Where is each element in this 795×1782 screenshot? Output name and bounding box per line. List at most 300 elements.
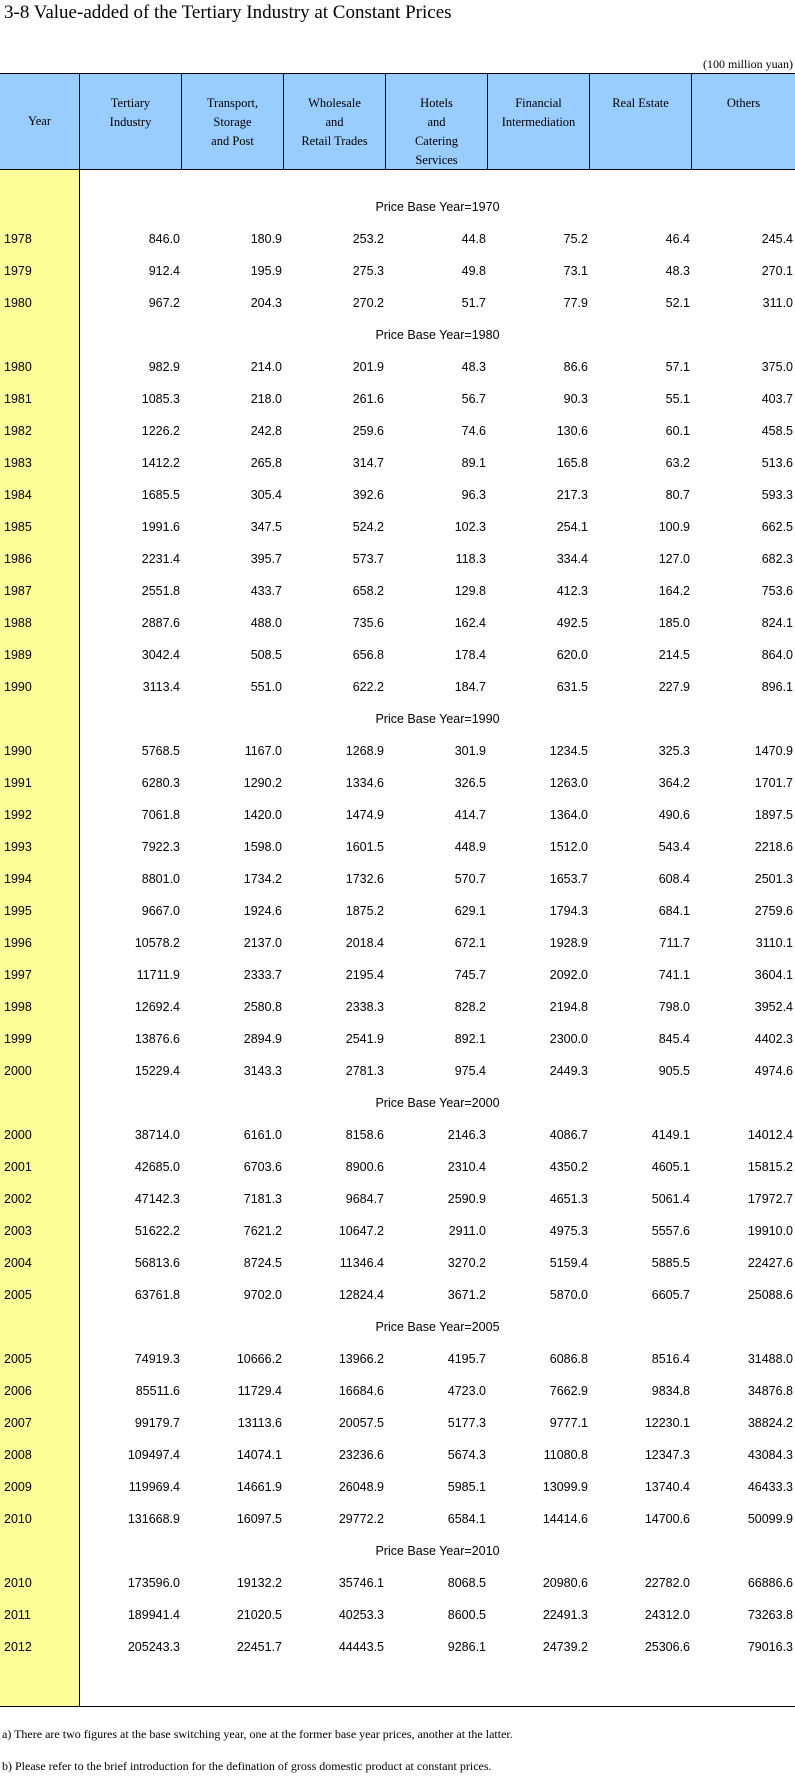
cell-hotels: 2310.4: [447, 1160, 486, 1174]
cell-financial: 2300.0: [549, 1032, 588, 1046]
cell-transport: 347.5: [250, 520, 282, 534]
cell-transport: 1167.0: [244, 744, 282, 758]
cell-year: 2012: [4, 1640, 32, 1654]
table-row: [0, 511, 795, 543]
cell-tertiary: 1991.6: [141, 520, 180, 534]
cell-year: 1986: [4, 552, 32, 566]
cell-year: 1996: [4, 936, 32, 950]
cell-others: 31488.0: [747, 1352, 793, 1366]
cell-hotels: 9286.1: [447, 1640, 486, 1654]
table-row: [0, 927, 795, 959]
cell-transport: 13113.6: [237, 1416, 282, 1430]
cell-transport: 22451.7: [236, 1640, 282, 1654]
cell-realestate: 364.2: [658, 776, 690, 790]
cell-financial: 22491.3: [542, 1608, 588, 1622]
table-row: [0, 767, 795, 799]
table-row: [0, 479, 795, 511]
cell-wholesale: 573.7: [352, 552, 384, 566]
cell-tertiary: 2887.6: [141, 616, 180, 630]
cell-transport: 2894.9: [243, 1032, 282, 1046]
cell-wholesale: 16684.6: [338, 1384, 384, 1398]
cell-others: 245.4: [761, 232, 793, 246]
cell-financial: 7662.9: [549, 1384, 588, 1398]
cell-tertiary: 74919.3: [134, 1352, 180, 1366]
cell-others: 824.1: [761, 616, 793, 630]
cell-tertiary: 47142.3: [134, 1192, 180, 1206]
cell-financial: 4086.7: [549, 1128, 588, 1142]
cell-tertiary: 205243.3: [127, 1640, 180, 1654]
cell-financial: 11080.8: [543, 1448, 588, 1462]
cell-financial: 9777.1: [549, 1416, 588, 1430]
cell-year: 1978: [4, 232, 32, 246]
cell-financial: 73.1: [563, 264, 588, 278]
cell-realestate: 5557.6: [651, 1224, 690, 1238]
cell-year: 1985: [4, 520, 32, 534]
cell-hotels: 51.7: [461, 296, 486, 310]
unit-label: (100 million yuan): [703, 57, 793, 71]
cell-tertiary: 38714.0: [134, 1128, 180, 1142]
cell-year: 2003: [4, 1224, 32, 1238]
table-row: [0, 447, 795, 479]
cell-realestate: 164.2: [658, 584, 690, 598]
cell-wholesale: 10647.2: [338, 1224, 384, 1238]
cell-hotels: 5674.3: [447, 1448, 486, 1462]
cell-transport: 7621.2: [243, 1224, 282, 1238]
cell-year: 1991: [4, 776, 32, 790]
table-row: [0, 1215, 795, 1247]
section-label: Price Base Year=1980: [375, 328, 500, 342]
cell-tertiary: 3042.4: [141, 648, 180, 662]
cell-others: 15815.2: [747, 1160, 793, 1174]
cell-realestate: 543.4: [658, 840, 690, 854]
cell-transport: 8724.5: [243, 1256, 282, 1270]
cell-financial: 4350.2: [549, 1160, 588, 1174]
cell-realestate: 5885.5: [651, 1256, 690, 1270]
table-row: [0, 575, 795, 607]
cell-others: 593.3: [761, 488, 793, 502]
cell-realestate: 80.7: [665, 488, 690, 502]
cell-financial: 6086.8: [549, 1352, 588, 1366]
cell-realestate: 8516.4: [651, 1352, 690, 1366]
cell-wholesale: 20057.5: [338, 1416, 384, 1430]
cell-hotels: 892.1: [454, 1032, 486, 1046]
cell-financial: 130.6: [556, 424, 588, 438]
cell-others: 17972.7: [747, 1192, 793, 1206]
table-body: [0, 170, 795, 1663]
cell-wholesale: 12824.4: [338, 1288, 384, 1302]
cell-tertiary: 119969.4: [128, 1480, 180, 1494]
cell-year: 1998: [4, 1000, 32, 1014]
cell-transport: 305.4: [250, 488, 282, 502]
cell-hotels: 44.8: [461, 232, 486, 246]
table-row: [0, 1407, 795, 1439]
cell-wholesale: 2541.9: [345, 1032, 384, 1046]
cell-wholesale: 1268.9: [345, 744, 384, 758]
cell-transport: 19132.2: [236, 1576, 282, 1590]
cell-tertiary: 6280.3: [141, 776, 180, 790]
cell-hotels: 74.6: [461, 424, 486, 438]
cell-wholesale: 11346.4: [339, 1256, 384, 1270]
cell-financial: 4651.3: [549, 1192, 588, 1206]
table-row: [0, 895, 795, 927]
cell-hotels: 2146.3: [447, 1128, 486, 1142]
cell-transport: 265.8: [250, 456, 282, 470]
cell-transport: 1924.6: [243, 904, 282, 918]
cell-realestate: 22782.0: [644, 1576, 690, 1590]
cell-others: 513.6: [761, 456, 793, 470]
cell-year: 1989: [4, 648, 32, 662]
table-row: [0, 607, 795, 639]
cell-realestate: 214.5: [658, 648, 690, 662]
cell-hotels: 4195.7: [447, 1352, 486, 1366]
cell-wholesale: 524.2: [352, 520, 384, 534]
cell-wholesale: 622.2: [352, 680, 384, 694]
cell-hotels: 89.1: [461, 456, 486, 470]
cell-hotels: 828.2: [454, 1000, 486, 1014]
cell-realestate: 60.1: [665, 424, 690, 438]
cell-financial: 13099.9: [542, 1480, 588, 1494]
table-row: [0, 639, 795, 671]
cell-realestate: 57.1: [665, 360, 690, 374]
cell-tertiary: 912.4: [148, 264, 180, 278]
cell-financial: 24739.2: [542, 1640, 588, 1654]
cell-realestate: 46.4: [665, 232, 690, 246]
cell-financial: 1364.0: [549, 808, 588, 822]
cell-hotels: 48.3: [461, 360, 486, 374]
cell-hotels: 326.5: [454, 776, 486, 790]
cell-tertiary: 7922.3: [141, 840, 180, 854]
cell-financial: 1928.9: [549, 936, 588, 950]
cell-hotels: 4723.0: [447, 1384, 486, 1398]
cell-year: 2001: [4, 1160, 32, 1174]
cell-financial: 254.1: [556, 520, 588, 534]
table-row: [0, 1439, 795, 1471]
table-row: [0, 1055, 795, 1087]
cell-financial: 4975.3: [549, 1224, 588, 1238]
cell-transport: 21020.5: [236, 1608, 282, 1622]
cell-hotels: 5985.1: [447, 1480, 486, 1494]
table-row: [0, 735, 795, 767]
cell-year: 2007: [4, 1416, 32, 1430]
cell-transport: 242.8: [250, 424, 282, 438]
table-row: [0, 799, 795, 831]
cell-realestate: 12230.1: [644, 1416, 690, 1430]
cell-realestate: 127.0: [658, 552, 690, 566]
cell-wholesale: 201.9: [352, 360, 384, 374]
cell-transport: 195.9: [250, 264, 282, 278]
cell-year: 1993: [4, 840, 32, 854]
cell-transport: 1290.2: [243, 776, 282, 790]
page-title: 3-8 Value-added of the Tertiary Industry at Constant Prices: [4, 2, 452, 23]
header-others: Others: [726, 96, 761, 110]
cell-tertiary: 189941.4: [127, 1608, 180, 1622]
cell-financial: 86.6: [563, 360, 588, 374]
cell-wholesale: 2338.3: [345, 1000, 384, 1014]
header-financial: Financial Intermediation: [488, 74, 590, 169]
table-row: [0, 1119, 795, 1151]
cell-transport: 11729.4: [237, 1384, 282, 1398]
cell-financial: 492.5: [556, 616, 588, 630]
cell-hotels: 629.1: [454, 904, 486, 918]
table-row: [0, 1375, 795, 1407]
cell-tertiary: 1412.2: [141, 456, 180, 470]
table-row: [0, 543, 795, 575]
cell-transport: 9702.0: [243, 1288, 282, 1302]
cell-financial: 631.5: [556, 680, 588, 694]
cell-financial: 20980.6: [542, 1576, 588, 1590]
cell-financial: 412.3: [556, 584, 588, 598]
cell-year: 2000: [4, 1128, 32, 1142]
cell-others: 3604.1: [754, 968, 793, 982]
cell-tertiary: 109497.4: [127, 1448, 180, 1462]
cell-others: 4974.6: [754, 1064, 793, 1078]
header-hotels: Hotels and Catering Services: [386, 74, 488, 169]
header-transport: Transport, Storage and Post: [182, 74, 284, 169]
table-row: [0, 255, 795, 287]
cell-financial: 5159.4: [549, 1256, 588, 1270]
cell-hotels: 2590.9: [447, 1192, 486, 1206]
cell-transport: 16097.5: [236, 1512, 282, 1526]
cell-hotels: 975.4: [454, 1064, 486, 1078]
cell-financial: 14414.6: [542, 1512, 588, 1526]
header-year: Year: [0, 74, 80, 169]
cell-realestate: 684.1: [658, 904, 690, 918]
cell-transport: 433.7: [250, 584, 282, 598]
cell-others: 79016.3: [747, 1640, 793, 1654]
cell-realestate: 185.0: [658, 616, 690, 630]
cell-year: 2010: [4, 1512, 32, 1526]
cell-realestate: 4605.1: [651, 1160, 690, 1174]
cell-financial: 75.2: [563, 232, 588, 246]
cell-tertiary: 131668.9: [127, 1512, 180, 1526]
cell-year: 2008: [4, 1448, 32, 1462]
table-row: [0, 1247, 795, 1279]
cell-year: 2004: [4, 1256, 32, 1270]
cell-transport: 218.0: [250, 392, 282, 406]
cell-year: 2005: [4, 1288, 32, 1302]
cell-tertiary: 12692.4: [134, 1000, 180, 1014]
cell-realestate: 5061.4: [651, 1192, 690, 1206]
cell-others: 682.3: [761, 552, 793, 566]
cell-wholesale: 8158.6: [345, 1128, 384, 1142]
cell-year: 1995: [4, 904, 32, 918]
cell-transport: 7181.3: [243, 1192, 282, 1206]
cell-year: 1997: [4, 968, 32, 982]
cell-hotels: 2911.0: [448, 1224, 486, 1238]
table-row: [0, 287, 795, 319]
cell-wholesale: 29772.2: [338, 1512, 384, 1526]
cell-others: 375.0: [761, 360, 793, 374]
cell-tertiary: 2551.8: [141, 584, 180, 598]
cell-realestate: 490.6: [658, 808, 690, 822]
cell-transport: 2580.8: [243, 1000, 282, 1014]
cell-tertiary: 85511.6: [135, 1384, 180, 1398]
footnote-b: b) Please refer to the brief introduction for the defination of gross domestic product at constant prices.: [2, 1759, 492, 1773]
cell-hotels: 129.8: [454, 584, 486, 598]
cell-hotels: 3270.2: [447, 1256, 486, 1270]
cell-year: 1988: [4, 616, 32, 630]
cell-others: 896.1: [761, 680, 793, 694]
cell-year: 2011: [4, 1608, 31, 1622]
table-row: [0, 863, 795, 895]
cell-transport: 2137.0: [243, 936, 282, 950]
cell-financial: 1234.5: [549, 744, 588, 758]
cell-financial: 90.3: [563, 392, 588, 406]
cell-others: 19910.0: [747, 1224, 793, 1238]
cell-others: 2759.6: [754, 904, 793, 918]
cell-wholesale: 259.6: [352, 424, 384, 438]
table-row: [0, 1471, 795, 1503]
cell-financial: 1263.0: [549, 776, 588, 790]
cell-year: 2005: [4, 1352, 32, 1366]
cell-financial: 1512.0: [549, 840, 588, 854]
cell-tertiary: 42685.0: [134, 1160, 180, 1174]
cell-realestate: 12347.3: [644, 1448, 690, 1462]
table-row: [0, 1023, 795, 1055]
cell-others: 43084.3: [747, 1448, 793, 1462]
cell-others: 38824.2: [747, 1416, 793, 1430]
cell-tertiary: 11711.9: [136, 968, 180, 982]
cell-realestate: 798.0: [658, 1000, 690, 1014]
cell-hotels: 178.4: [454, 648, 486, 662]
cell-tertiary: 1226.2: [141, 424, 180, 438]
header-wholesale: Wholesale and Retail Trades: [284, 74, 386, 169]
cell-realestate: 14700.6: [644, 1512, 690, 1526]
cell-transport: 204.3: [250, 296, 282, 310]
cell-realestate: 52.1: [665, 296, 690, 310]
cell-financial: 620.0: [556, 648, 588, 662]
cell-wholesale: 23236.6: [338, 1448, 384, 1462]
cell-year: 1994: [4, 872, 32, 886]
cell-transport: 1420.0: [243, 808, 282, 822]
cell-others: 403.7: [761, 392, 793, 406]
cell-wholesale: 1875.2: [345, 904, 384, 918]
cell-tertiary: 63761.8: [134, 1288, 180, 1302]
cell-year: 1982: [4, 424, 32, 438]
cell-wholesale: 314.7: [352, 456, 384, 470]
cell-wholesale: 26048.9: [338, 1480, 384, 1494]
table-row: [0, 1183, 795, 1215]
table-row: [0, 1631, 795, 1663]
cell-year: 1983: [4, 456, 32, 470]
cell-tertiary: 9667.0: [141, 904, 180, 918]
cell-realestate: 63.2: [665, 456, 690, 470]
cell-financial: 1653.7: [549, 872, 588, 886]
cell-financial: 1794.3: [549, 904, 588, 918]
table-header: [0, 74, 795, 170]
cell-hotels: 8068.5: [447, 1576, 486, 1590]
cell-transport: 488.0: [250, 616, 282, 630]
cell-realestate: 905.5: [658, 1064, 690, 1078]
cell-transport: 180.9: [250, 232, 282, 246]
cell-others: 311.0: [762, 296, 793, 310]
cell-tertiary: 56813.6: [134, 1256, 180, 1270]
cell-year: 2010: [4, 1576, 32, 1590]
cell-tertiary: 13876.6: [134, 1032, 180, 1046]
table-row: [0, 1503, 795, 1535]
cell-others: 34876.8: [747, 1384, 793, 1398]
header-tertiary: Tertiary Industry: [80, 74, 182, 169]
cell-realestate: 227.9: [658, 680, 690, 694]
cell-year: 2002: [4, 1192, 32, 1206]
cell-hotels: 102.3: [454, 520, 486, 534]
cell-tertiary: 982.9: [148, 360, 180, 374]
cell-hotels: 8600.5: [447, 1608, 486, 1622]
table-row: [0, 415, 795, 447]
table-row: [0, 1151, 795, 1183]
cell-wholesale: 1601.5: [345, 840, 384, 854]
cell-transport: 2333.7: [243, 968, 282, 982]
cell-others: 753.6: [761, 584, 793, 598]
cell-wholesale: 253.2: [352, 232, 384, 246]
table-row: [0, 1343, 795, 1375]
cell-others: 2501.3: [754, 872, 793, 886]
cell-transport: 10666.2: [236, 1352, 282, 1366]
cell-financial: 2092.0: [549, 968, 588, 982]
cell-tertiary: 5768.5: [141, 744, 180, 758]
cell-tertiary: 846.0: [148, 232, 180, 246]
cell-tertiary: 173596.0: [127, 1576, 180, 1590]
cell-others: 14012.4: [747, 1128, 793, 1142]
cell-hotels: 118.3: [455, 552, 486, 566]
cell-tertiary: 10578.2: [134, 936, 180, 950]
cell-tertiary: 7061.8: [141, 808, 180, 822]
data-table: [0, 73, 795, 1707]
cell-hotels: 570.7: [454, 872, 486, 886]
cell-wholesale: 2195.4: [345, 968, 384, 982]
cell-year: 1980: [4, 360, 32, 374]
section-label: Price Base Year=2000: [375, 1096, 500, 1110]
cell-others: 864.0: [761, 648, 793, 662]
cell-others: 50099.9: [747, 1512, 793, 1526]
table-row: [0, 1599, 795, 1631]
cell-year: 2006: [4, 1384, 32, 1398]
cell-tertiary: 1085.3: [141, 392, 180, 406]
cell-transport: 14661.9: [236, 1480, 282, 1494]
cell-others: 66886.6: [747, 1576, 793, 1590]
cell-hotels: 184.7: [454, 680, 486, 694]
cell-tertiary: 1685.5: [141, 488, 180, 502]
cell-wholesale: 40253.3: [338, 1608, 384, 1622]
cell-wholesale: 44443.5: [338, 1640, 384, 1654]
table-row: [0, 1567, 795, 1599]
cell-wholesale: 1732.6: [345, 872, 384, 886]
cell-financial: 165.8: [556, 456, 588, 470]
cell-wholesale: 35746.1: [338, 1576, 384, 1590]
table-row: [0, 959, 795, 991]
header-realestate: Real Estate: [590, 74, 692, 169]
table-row: [0, 991, 795, 1023]
cell-others: 270.1: [761, 264, 793, 278]
cell-year: 1980: [4, 296, 32, 310]
cell-financial: 2449.3: [549, 1064, 588, 1078]
cell-financial: 5870.0: [549, 1288, 588, 1302]
cell-realestate: 608.4: [658, 872, 690, 886]
cell-realestate: 6605.7: [651, 1288, 690, 1302]
cell-others: 25088.6: [747, 1288, 793, 1302]
cell-transport: 395.7: [250, 552, 282, 566]
cell-hotels: 745.7: [454, 968, 486, 982]
table-row: [0, 351, 795, 383]
cell-transport: 1734.2: [243, 872, 282, 886]
cell-realestate: 4149.1: [651, 1128, 690, 1142]
cell-others: 46433.3: [747, 1480, 793, 1494]
cell-others: 3952.4: [754, 1000, 793, 1014]
cell-hotels: 3671.2: [447, 1288, 486, 1302]
section-label: Price Base Year=2005: [375, 1320, 500, 1334]
cell-transport: 551.0: [250, 680, 282, 694]
cell-year: 1999: [4, 1032, 32, 1046]
